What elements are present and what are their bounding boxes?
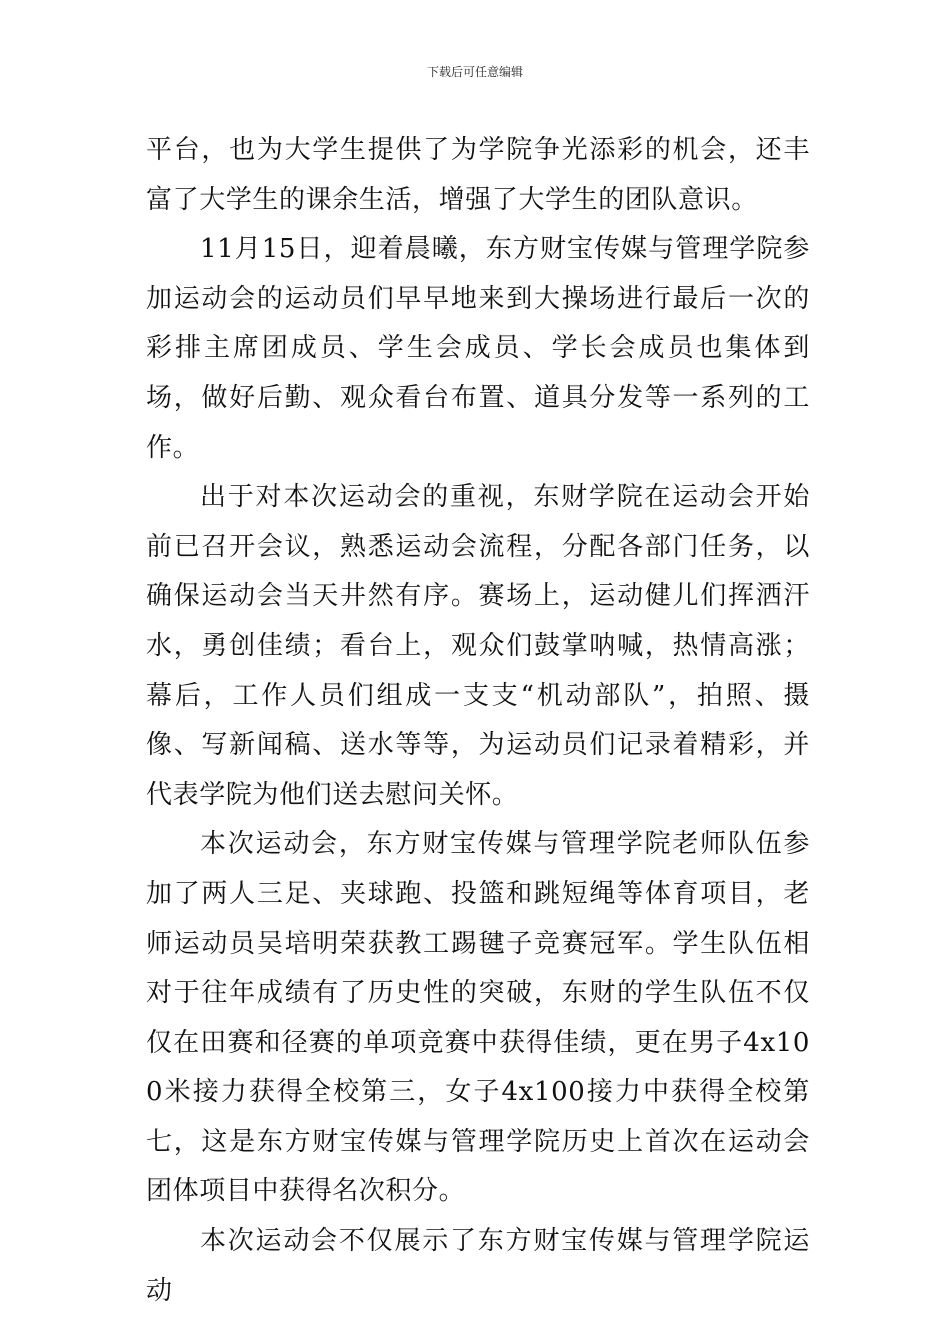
paragraph-conclusion: 本次运动会不仅展示了东方财宝传媒与管理学院运动 xyxy=(146,1226,810,1306)
paragraph-results: 本次运动会，东方财宝传媒与管理学院老师队伍参加了两人三足、夹球跑、投篮和跳短绳等体育项目，老师运动员吴培明荣获教工踢毽子竞赛冠军。学生队伍相对于往年成绩有了历史性的突破，东财的学生队伍不仅仅在田赛和径赛的单项竞赛中获得佳绩，更在男子4x100米接力获得全校第三，女子4x100接力中获得全校第七，这是东方财宝传媒与管理学院历史上首次在运动会团体项目中获得名次积分。 xyxy=(146,829,810,1207)
paragraph-organization: 出于对本次运动会的重视，东财学院在运动会开始前已召开会议，熟悉运动会流程，分配各部门任务，以确保运动会当天井然有序。赛场上，运动健儿们挥洒汗水，勇创佳绩；看台上，观众们鼓掌呐喊，热情高涨；幕后，工作人员们组成一支支“机动部队”，拍照、摄像、写新闻稿、送水等等，为运动员们记录着精彩，并代表学院为他们送去慰问关怀。 xyxy=(146,482,810,810)
page-header: 下载后可任意编辑 xyxy=(426,65,523,79)
paragraph-rehearsal: 11月15日，迎着晨曦，东方财宝传媒与管理学院参加运动会的运动员们早早地来到大操场进行最后一次的彩排主席团成员、学生会成员、学长会成员也集体到场，做好后勤、观众看台布置、道具分发等一系列的工作。 xyxy=(146,234,810,463)
document-body xyxy=(146,126,810,1316)
paragraph-continued: 平台，也为大学生提供了为学院争光添彩的机会，还丰富了大学生的课余生活，增强了大学生的团队意识。 xyxy=(146,135,810,215)
